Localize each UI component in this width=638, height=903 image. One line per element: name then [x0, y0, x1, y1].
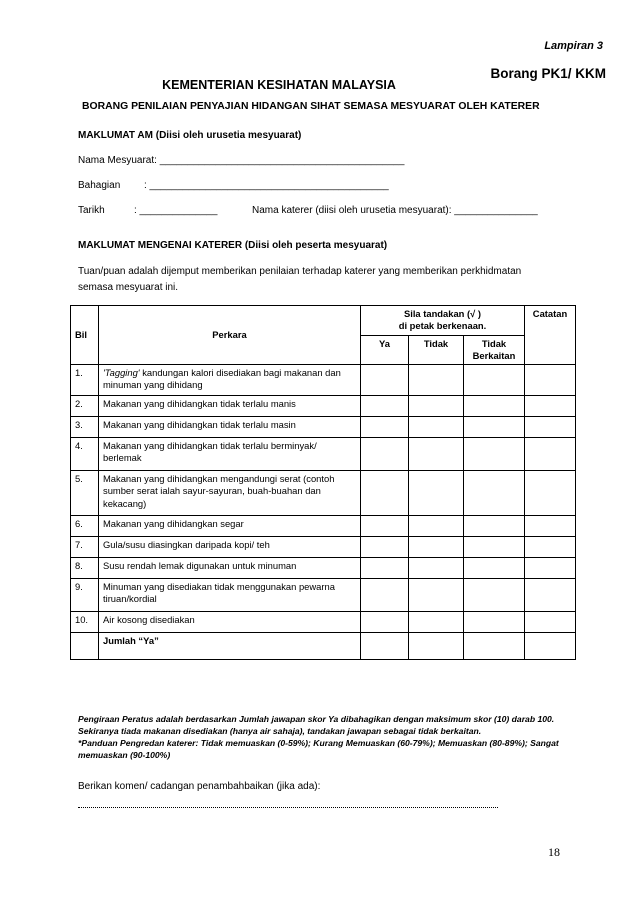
row-number: 4.: [71, 438, 99, 471]
catatan-cell[interactable]: [525, 396, 576, 417]
ministry-title: KEMENTERIAN KESIHATAN MALAYSIA: [162, 78, 396, 92]
row-number: 5.: [71, 471, 99, 516]
header-bil: Bil: [71, 306, 99, 365]
checkbox-tidak-berkaitan[interactable]: [464, 612, 525, 633]
form-code: Borang PK1/ KKM: [490, 66, 606, 81]
checkbox-tidak[interactable]: [409, 579, 464, 612]
row-number: 9.: [71, 579, 99, 612]
checkbox-tidak[interactable]: [409, 396, 464, 417]
lampiran-label: Lampiran 3: [544, 40, 603, 52]
checkbox-tidak[interactable]: [409, 612, 464, 633]
checkbox-ya[interactable]: [361, 537, 409, 558]
row-number: 10.: [71, 612, 99, 633]
table-row: [71, 365, 576, 396]
checkbox-tidak-berkaitan[interactable]: [464, 558, 525, 579]
table-row: [71, 438, 576, 471]
total-tidak-cell[interactable]: [409, 633, 464, 660]
date-label: Tarikh: [78, 205, 105, 216]
row-number: 1.: [71, 365, 99, 396]
checkbox-ya[interactable]: [361, 612, 409, 633]
row-number: 3.: [71, 417, 99, 438]
checkbox-tidak-berkaitan[interactable]: [464, 579, 525, 612]
catatan-cell[interactable]: [525, 471, 576, 516]
row-item: Makanan yang dihidangkan mengandungi serat (contoh sumber serat ialah sayur-sayuran, buah-buahan dan kekacang): [99, 471, 361, 516]
row-item: Minuman yang disediakan tidak menggunakan pewarna tiruan/kordial: [99, 579, 361, 612]
checkbox-tidak[interactable]: [409, 516, 464, 537]
row-number: 8.: [71, 558, 99, 579]
table-row: [71, 471, 576, 516]
checkbox-tidak[interactable]: [409, 438, 464, 471]
checkbox-ya[interactable]: [361, 471, 409, 516]
comment-label: Berikan komen/ cadangan penambahbaikan (jika ada):: [78, 781, 321, 792]
catatan-cell[interactable]: [525, 579, 576, 612]
checkbox-tidak-berkaitan[interactable]: [464, 438, 525, 471]
form-subtitle: BORANG PENILAIAN PENYAJIAN HIDANGAN SIHAT SEMASA MESYUARAT OLEH KATERER: [82, 101, 540, 112]
header-ya: Ya: [361, 335, 409, 365]
row-number: 6.: [71, 516, 99, 537]
total-label: Jumlah “Ya”: [99, 633, 361, 660]
intro-text-line1: Tuan/puan adalah dijemput memberikan penilaian terhadap katerer yang memberikan perkhidmatan: [78, 266, 522, 277]
scoring-note-calculation: Pengiraan Peratus adalah berdasarkan Jumlah jawapan skor Ya dibahagikan dengan maksimum skor (10) darab 100. Sekiranya tiada makanan disediakan (hanya air sahaja), tandakan jawapan sebagai tidak berkaitan.: [78, 714, 555, 736]
checkbox-tidak-berkaitan[interactable]: [464, 417, 525, 438]
evaluation-table: [70, 305, 576, 660]
header-tidak: Tidak: [409, 335, 464, 365]
total-tidak-berkaitan-cell[interactable]: [464, 633, 525, 660]
page-number: 18: [548, 845, 560, 859]
section-caterer-title: MAKLUMAT MENGENAI KATERER (Diisi oleh peserta mesyuarat): [78, 240, 388, 251]
row-item: Makanan yang dihidangkan tidak terlalu manis: [99, 396, 361, 417]
scoring-notes: [78, 713, 568, 761]
caterer-name-field[interactable]: Nama katerer (diisi oleh urusetia mesyuarat): _______________: [252, 205, 538, 216]
row-number: 2.: [71, 396, 99, 417]
total-ya-cell[interactable]: [361, 633, 409, 660]
checkbox-tidak[interactable]: [409, 417, 464, 438]
checkbox-tidak-berkaitan[interactable]: [464, 471, 525, 516]
header-catatan: Catatan: [525, 306, 576, 365]
checkbox-ya[interactable]: [361, 365, 409, 396]
checkbox-tidak[interactable]: [409, 558, 464, 579]
checkbox-tidak[interactable]: [409, 471, 464, 516]
checkbox-ya[interactable]: [361, 417, 409, 438]
row-item: 'Tagging' kandungan kalori disediakan bagi makanan dan minuman yang dihidang: [99, 365, 361, 396]
catatan-cell[interactable]: [525, 558, 576, 579]
row-item: Gula/susu diasingkan daripada kopi/ teh: [99, 537, 361, 558]
division-label: Bahagian: [78, 180, 121, 191]
checkbox-tidak-berkaitan[interactable]: [464, 396, 525, 417]
header-perkara: Perkara: [99, 306, 361, 365]
row-item: Makanan yang dihidangkan tidak terlalu berminyak/ berlemak: [99, 438, 361, 471]
checkbox-tidak-berkaitan[interactable]: [464, 537, 525, 558]
table-row: [71, 612, 576, 633]
checkbox-tidak-berkaitan[interactable]: [464, 516, 525, 537]
checkbox-ya[interactable]: [361, 558, 409, 579]
table-row: [71, 417, 576, 438]
checkbox-ya[interactable]: [361, 579, 409, 612]
table-row: [71, 579, 576, 612]
catatan-cell[interactable]: [525, 612, 576, 633]
checkbox-tidak[interactable]: [409, 365, 464, 396]
table-row: [71, 516, 576, 537]
row-number: [71, 633, 99, 660]
row-item: Air kosong disediakan: [99, 612, 361, 633]
checkbox-tidak[interactable]: [409, 537, 464, 558]
catatan-cell[interactable]: [525, 516, 576, 537]
catatan-cell[interactable]: [525, 438, 576, 471]
table-row: [71, 396, 576, 417]
row-item: Susu rendah lemak digunakan untuk minuman: [99, 558, 361, 579]
header-sila-tandakan: Sila tandakan (√ ) di petak berkenaan.: [361, 306, 525, 336]
row-number: 7.: [71, 537, 99, 558]
total-catatan-cell[interactable]: [525, 633, 576, 660]
catatan-cell[interactable]: [525, 365, 576, 396]
header-tidak-berkaitan: Tidak Berkaitan: [464, 335, 525, 365]
table-row: [71, 537, 576, 558]
checkbox-ya[interactable]: [361, 396, 409, 417]
section-general-title: MAKLUMAT AM (Diisi oleh urusetia mesyuarat): [78, 130, 302, 141]
comment-line[interactable]: [78, 807, 498, 808]
total-row: [71, 633, 576, 660]
division-field[interactable]: : ___________________________________________: [144, 180, 389, 191]
catatan-cell[interactable]: [525, 417, 576, 438]
checkbox-tidak-berkaitan[interactable]: [464, 365, 525, 396]
intro-text-line2: semasa mesyuarat ini.: [78, 282, 179, 293]
checkbox-ya[interactable]: [361, 438, 409, 471]
meeting-name-field[interactable]: Nama Mesyuarat: ____________________________________________: [78, 155, 405, 166]
date-field[interactable]: : ______________: [134, 205, 218, 216]
row-item: Makanan yang dihidangkan tidak terlalu masin: [99, 417, 361, 438]
checkbox-ya[interactable]: [361, 516, 409, 537]
scoring-note-grading: *Panduan Pengredan katerer: Tidak memuaskan (0-59%); Kurang Memuaskan (60-79%); Memuaskan (80-89%); Sangat memuaskan (90-100%): [78, 738, 559, 760]
table-row: [71, 558, 576, 579]
catatan-cell[interactable]: [525, 537, 576, 558]
row-item: Makanan yang dihidangkan segar: [99, 516, 361, 537]
